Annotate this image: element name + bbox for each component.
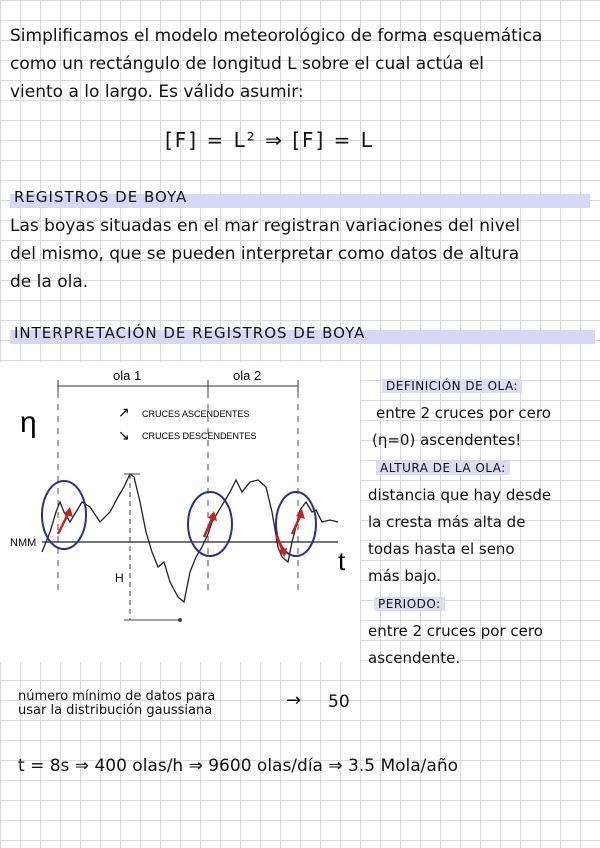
intro-line-2: como un rectángulo de longitud L sobre el cual actúa el [10, 54, 484, 74]
time-axis-label: t [338, 546, 346, 576]
ola-2-label: ola 2 [233, 368, 262, 383]
nmm-label: NMM [10, 537, 37, 549]
descending-arrow-icon: ↘ [118, 427, 130, 443]
gauss-arrow-icon: → [286, 690, 302, 711]
gauss-value: 50 [328, 692, 350, 712]
figure-background [0, 362, 360, 662]
definition-line-2: (η=0) ascendentes! [372, 431, 522, 449]
period-line-2: ascendente. [368, 649, 461, 667]
section-heading-registros: REGISTROS DE BOYA [14, 188, 188, 206]
eta-axis-label: η [20, 406, 37, 439]
height-line-4: más bajo. [368, 567, 441, 585]
trough-point [178, 618, 182, 622]
height-line-3: todas hasta el seno [368, 540, 515, 558]
period-line-1: entre 2 cruces por cero [368, 622, 543, 640]
height-line-2: la cresta más alta de [368, 513, 526, 531]
intro-paragraph [10, 22, 595, 106]
dimension-formula: [F] = L² ⇒ [F] = L [165, 128, 374, 152]
wave-record-figure [0, 362, 360, 662]
period-title: PERIODO: [374, 597, 445, 611]
side-notes [368, 372, 598, 672]
registros-line-3: de la ola. [10, 272, 89, 292]
registros-paragraph [10, 212, 595, 296]
definition-line-1: entre 2 cruces por cero [376, 404, 551, 422]
wave-height-label: H [115, 571, 124, 585]
intro-line-1: Simplificamos el modelo meteorológico de forma esquemática [10, 26, 543, 46]
legend-descending: CRUCES DESCENDENTES [142, 431, 257, 441]
height-line-1: distancia que hay desde [368, 486, 552, 504]
section-heading-interpretacion: INTERPRETACIÓN DE REGISTROS DE BOYA [14, 324, 366, 342]
height-title: ALTURA DE LA OLA: [376, 461, 510, 475]
definition-title: DEFINICIÓN DE OLA: [382, 379, 522, 393]
ola-1-label: ola 1 [113, 368, 142, 383]
gauss-line-1: número mínimo de datos para [18, 689, 216, 704]
gauss-note [18, 690, 215, 718]
registros-line-1: Las boyas situadas en el mar registran variaciones del nivel [10, 216, 520, 236]
registros-line-2: del mismo, que se pueden interpretar como datos de altura [10, 244, 520, 264]
ascending-arrow-icon: ↗ [118, 404, 130, 420]
intro-line-3: viento a lo largo. Es válido asumir: [10, 82, 304, 102]
legend-ascending: CRUCES ASCENDENTES [142, 409, 250, 419]
gauss-line-2: usar la distribución gaussiana [18, 703, 213, 718]
wave-count-equation: t = 8s ⇒ 400 olas/h ⇒ 9600 olas/día ⇒ 3.5 Mola/año [18, 756, 458, 776]
